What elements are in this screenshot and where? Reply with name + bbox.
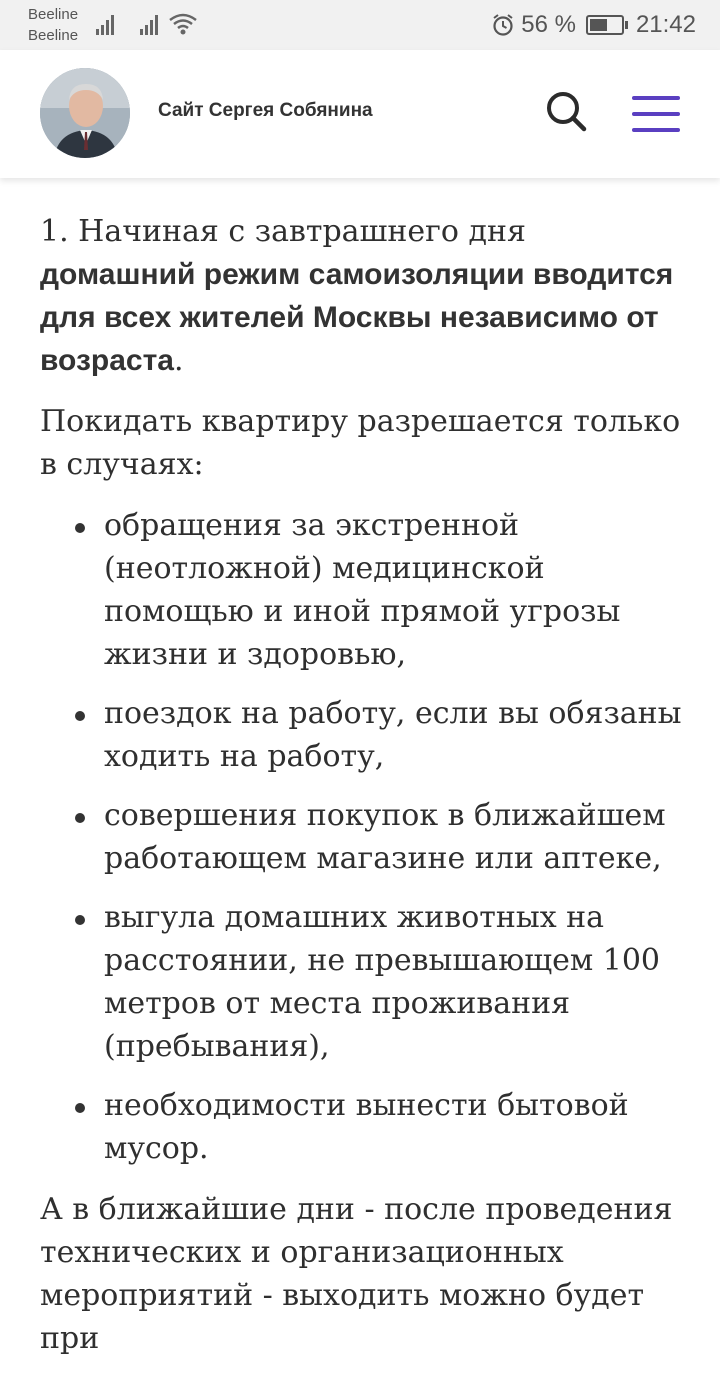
list-item: обращения за экстренной (неотложной) медицинской помощью и иной прямой угрозы жизни и здоровью, (104, 504, 688, 676)
battery-percent: 56 % (521, 11, 576, 38)
list-item: выгула домашних животных на расстоянии, не превышающем 100 метров от места проживания (пребывания), (104, 896, 688, 1068)
battery-fill (590, 19, 607, 31)
search-icon (542, 88, 590, 136)
search-button[interactable] (542, 88, 590, 136)
list-item: совершения покупок в ближайшем работающем магазине или аптеке, (104, 794, 688, 880)
status-right (491, 10, 696, 40)
article-body (40, 210, 688, 1378)
signal-icon (140, 13, 164, 35)
carrier-labels (28, 4, 78, 46)
menu-icon-line (632, 112, 680, 116)
paragraph-1-end: . (173, 343, 184, 378)
paragraph-1 (40, 210, 688, 382)
avatar[interactable] (40, 68, 130, 158)
list-item: необходимости вынести бытовой мусор. (104, 1084, 688, 1170)
paragraph-1-start: 1. Начиная с завтрашнего дня (40, 214, 526, 249)
menu-icon-line (632, 96, 680, 100)
paragraph-2: Покидать квартиру разрешается только в случаях: (40, 404, 681, 482)
portrait-image (40, 68, 130, 158)
carrier-2: Beeline (28, 27, 79, 44)
paragraph-1-bold: домашний режим самоизоляции вводится для всех жителей Москвы независимо от возраста (40, 258, 674, 377)
status-bar (0, 0, 720, 50)
clock: 21:42 (635, 11, 696, 38)
signal-icon (96, 13, 120, 35)
allowed-cases-list (40, 504, 688, 1170)
menu-icon-line (632, 128, 680, 132)
carrier-1: Beeline (28, 6, 79, 23)
battery-icon (586, 15, 624, 35)
menu-button[interactable] (630, 94, 682, 134)
list-item: поездок на работу, если вы обязаны ходить на работу, (104, 692, 688, 778)
site-title[interactable]: Сайт Сергея Собянина (158, 100, 373, 121)
site-header (0, 50, 720, 178)
paragraph-3: А в ближайшие дни - после проведения технических и организационных мероприятий - выходить можно будет при (40, 1192, 673, 1356)
wifi-icon (168, 12, 198, 36)
alarm-icon (491, 13, 515, 37)
